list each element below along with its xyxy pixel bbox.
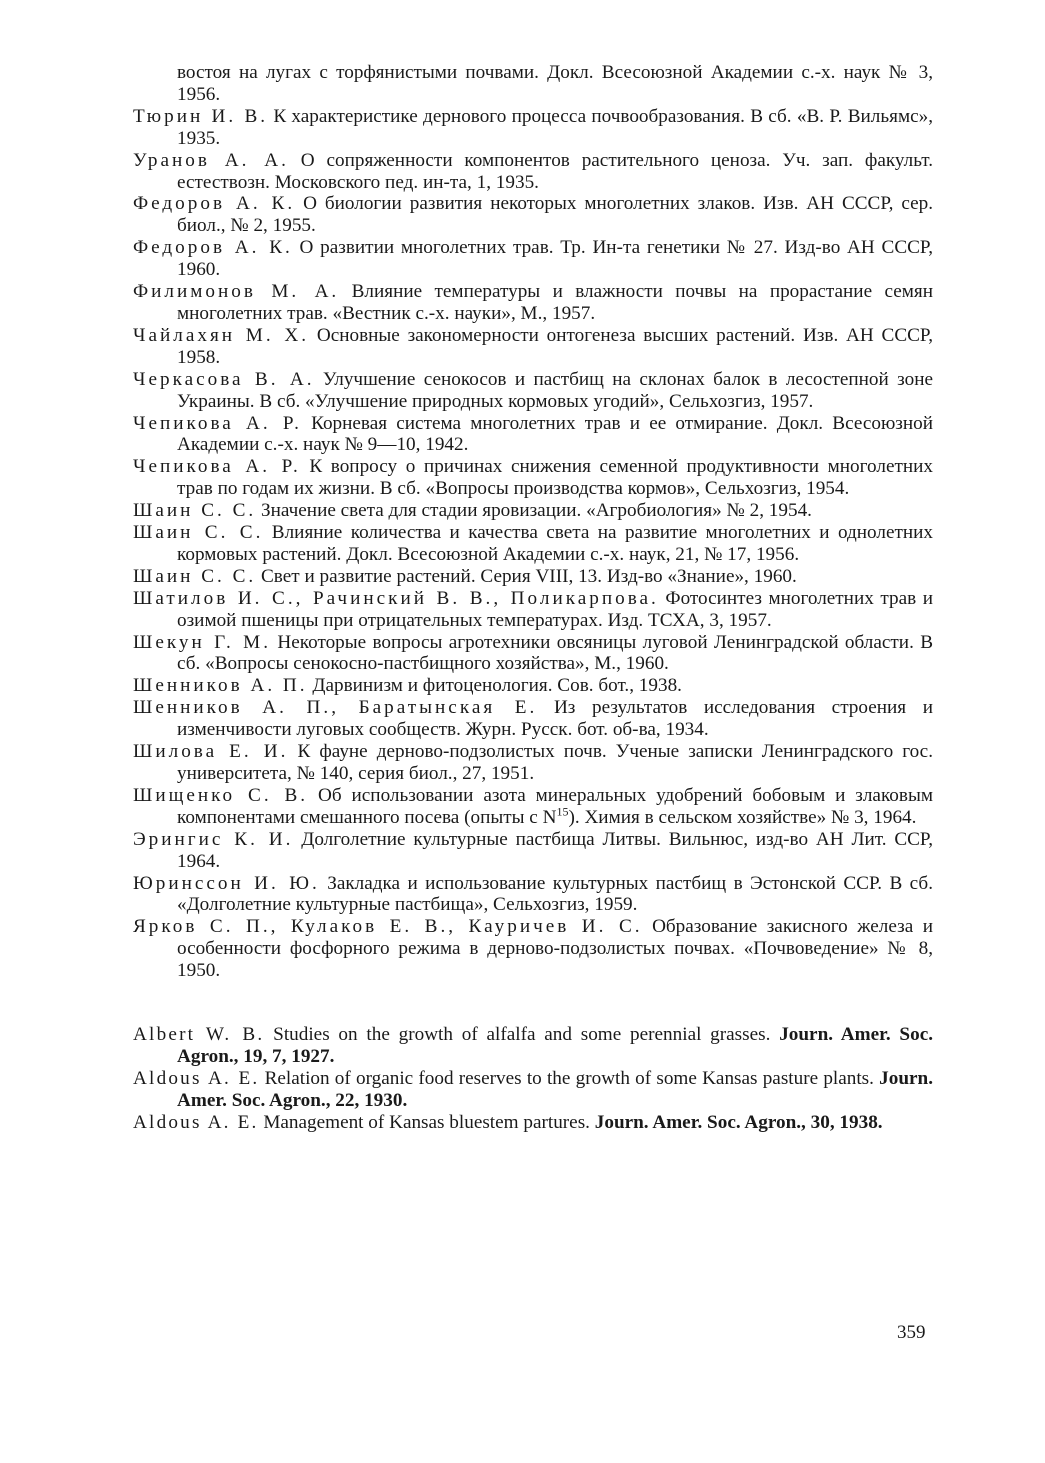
reference-entry — [133, 193, 933, 237]
reference-entry — [133, 456, 933, 500]
reference-text: Relation of organic food reserves to the growth of some Kansas pasture plants. — [259, 1067, 880, 1089]
reference-text: О биологии развития некоторых многолетних злаков. Изв. АН СССР, сер. биол., № 2, 1955. — [177, 193, 934, 237]
reference-text: Влияние температуры и влажности почвы на прорастание семян многолетних трав. «Вестник с.-х. науки», М., 1957. — [177, 281, 933, 324]
reference-journal: Journ. Amer. Soc. Agron., 22, 1930. — [177, 1067, 934, 1111]
reference-entry — [133, 873, 933, 917]
section-gap — [133, 982, 933, 1024]
reference-entry — [133, 325, 933, 369]
reference-text: Влияние количества и качества света на развитие многолетних и однолетних кормовых растений. Докл. Всесоюзной Академии с.-х. наук, 21, № 17, 1956. — [177, 522, 933, 565]
reference-author: Шищенко С. В. — [133, 784, 309, 806]
reference-text: О развитии многолетних трав. Тр. Ин-та генетики № 27. Изд-во АН СССР, 1960. — [177, 237, 933, 281]
reference-entry — [133, 1068, 933, 1112]
reference-author: Черкасова В. А. — [133, 368, 315, 390]
reference-entry — [133, 566, 933, 588]
reference-author: Шекун Г. М. — [133, 631, 272, 653]
reference-text: Некоторые вопросы агротехники овсяницы луговой Ленинградской области. В сб. «Вопросы сенокосно-пастбищного хозяйства», М., 1960. — [177, 631, 933, 675]
reference-text: Улучшение сенокосов и пастбищ на склонах балок в лесостепной зоне Украины. В сб. «Улучшение природных кормовых угодий», Сельхозгиз, 1957. — [177, 368, 933, 412]
reference-text: Management of Kansas bluestem partures. — [258, 1111, 595, 1133]
reference-entry — [133, 500, 933, 522]
reference-entry — [133, 741, 933, 785]
reference-text: Корневая система многолетних трав и ее отмирание. Докл. Всесоюзной Академии с.-х. наук № 9—10, 1942. — [177, 412, 933, 456]
reference-text: О сопряженности компонентов растительного ценоза. Уч. зап. факульт. естествозн. Московского пед. ин-та, 1, 1935. — [177, 149, 933, 193]
reference-text: К фауне дерново-подзолистых почв. Ученые записки Ленинградского гос. университета, № 140, серия биол., 27, 1951. — [177, 741, 933, 784]
reference-entry — [133, 916, 933, 982]
reference-text: Из результатов исследования строения и изменчивости луговых сообществ. Журн. Русск. бот. об-ва, 1934. — [177, 697, 933, 741]
reference-journal: Journ. Amer. Soc. Agron., 30, 1938. — [594, 1111, 883, 1133]
reference-author: Федоров А. К. — [133, 237, 293, 259]
reference-text: Основные закономерности онтогенеза высших растений. Изв. АН СССР, 1958. — [177, 324, 933, 368]
reference-author: Albert W. B. — [133, 1024, 265, 1046]
reference-entry — [133, 150, 933, 194]
reference-entry — [133, 237, 933, 281]
page-number: 359 — [897, 1322, 926, 1343]
reference-entry — [133, 675, 933, 697]
reference-entry — [133, 106, 933, 150]
reference-entry — [133, 588, 933, 632]
reference-entry — [133, 829, 933, 873]
reference-entry — [133, 632, 933, 676]
reference-author: Чепикова А. Р. — [133, 456, 301, 478]
reference-author: Шатилов И. С., Рачинский В. В., Поликарпова. — [133, 587, 659, 609]
reference-author: Федоров А. К. — [133, 193, 296, 215]
reference-entry — [133, 785, 933, 829]
reference-author: Ярков С. П., Кулаков Е. В., Кауричев И. С. — [133, 916, 643, 938]
reference-author: Шилова Е. И. — [133, 741, 289, 763]
reference-author: Шенников А. П., Баратынская Е. — [133, 697, 538, 719]
reference-author: Aldous A. E. — [133, 1111, 259, 1133]
reference-author: Тюрин И. В. — [133, 105, 269, 127]
reference-text: К вопросу о причинах снижения семенной продуктивности многолетних трав по годам их жизни. В сб. «Вопросы производства кормов», Сельхозгиз, 1954. — [177, 456, 933, 500]
reference-author: Чайлахян М. Х. — [133, 324, 310, 346]
reference-text: Значение света для стадии яровизации. «Агробиология» № 2, 1954. — [256, 500, 812, 522]
reference-entry — [133, 697, 933, 741]
reference-entry — [133, 413, 933, 457]
reference-author: Чепикова А. Р. — [133, 412, 302, 434]
reference-entry — [133, 281, 933, 325]
reference-text: Свет и развитие растений. Серия VIII, 13. Изд-во «Знание», 1960. — [256, 565, 797, 587]
reference-superscript: 15 — [556, 804, 569, 819]
reference-author: Шаин С. С. — [133, 522, 264, 544]
reference-text: Дарвинизм и фитоценология. Сов. бот., 1938. — [307, 675, 682, 697]
reference-text: Долголетние культурные пастбища Литвы. Вильнюс, изд-во АН Лит. ССР, 1964. — [177, 828, 933, 872]
reference-text-tail: ). Химия в сельском хозяйстве» № 3, 1964. — [568, 806, 917, 828]
reference-entry — [133, 62, 933, 106]
bibliography — [133, 62, 933, 1134]
reference-author: Филимонов М. А. — [133, 281, 340, 303]
reference-author: Уранов А. А. — [133, 149, 289, 171]
reference-author: Шаин С. С. — [133, 500, 257, 522]
reference-journal: Journ. Amer. Soc. Agron., 19, 7, 1927. — [177, 1024, 934, 1067]
reference-author: Шаин С. С. — [133, 565, 257, 587]
reference-text: Studies on the growth of alfalfa and some perennial grasses. — [264, 1024, 780, 1046]
reference-author: Шенников А. П. — [133, 675, 308, 697]
reference-entry — [133, 522, 933, 566]
reference-entry — [133, 369, 933, 413]
reference-text: К характеристике дернового процесса почвообразования. В сб. «В. Р. Вильямс», 1935. — [177, 105, 933, 149]
reference-author: Aldous A. E. — [133, 1067, 260, 1089]
reference-text: востоя на лугах с торфянистыми почвами. Докл. Всесоюзной Академии с.-х. наук № 3, 1956. — [177, 62, 933, 105]
reference-entry — [133, 1112, 933, 1134]
reference-text: Закладка и использование культурных пастбищ в Эстонской ССР. В сб. «Долголетние культурные пастбища», Сельхозгиз, 1959. — [177, 872, 933, 916]
reference-author: Эрингис К. И. — [133, 828, 294, 850]
reference-text: Об использовании азота минеральных удобрений бобовым и злаковым компонентами смешанного посева (опыты с N — [177, 784, 933, 828]
reference-text: Фотосинтез многолетних трав и озимой пшеницы при отрицательных температурах. Изд. ТСХА, 3, 1957. — [177, 587, 934, 631]
reference-entry — [133, 1024, 933, 1068]
reference-text: Образование закисного железа и особенности фосфорного режима в дерново-подзолистых почвах. «Почвоведение» № 8, 1950. — [177, 916, 933, 982]
reference-author: Юринссон И. Ю. — [133, 872, 320, 894]
